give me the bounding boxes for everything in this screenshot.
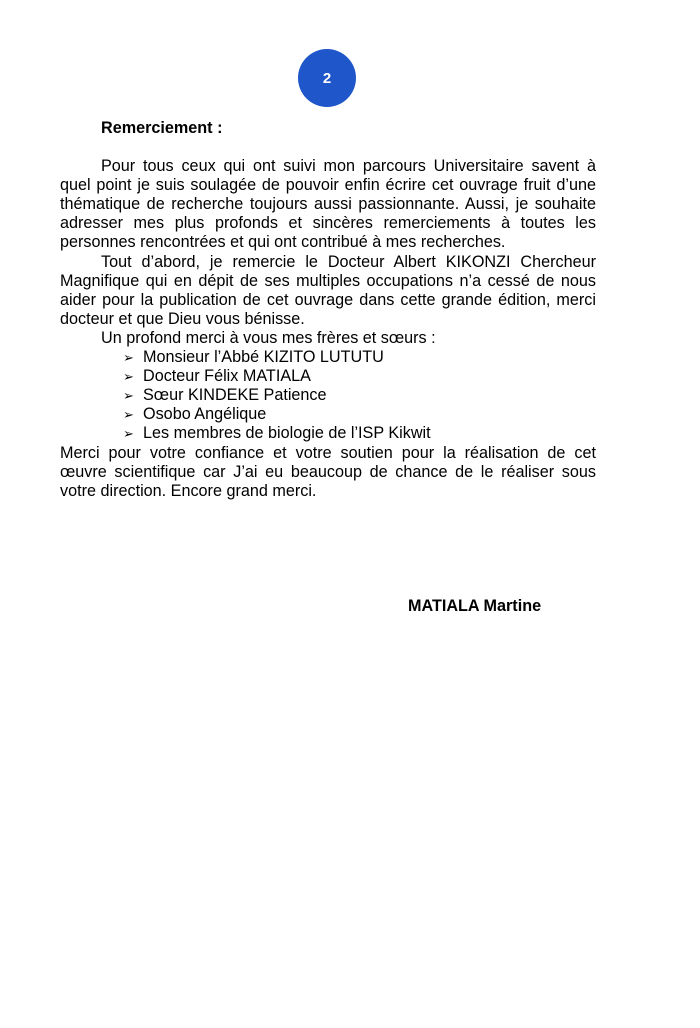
paragraph-closing: Merci pour votre confiance et votre soutien pour la réalisation de cet œuvre scientifique car J’ai eu beaucoup de chance de le réaliser sous votre direction. Encore grand merci. bbox=[60, 443, 596, 500]
paragraph-thanks-doctor: Tout d’abord, je remercie le Docteur Albert KIKONZI Chercheur Magnifique qui en dépit de ses multiples occupations n’a cessé de nous aider pour la publication de cet ouvrage dans cette grande édition, merci docteur et que Dieu vous bénisse. bbox=[60, 252, 596, 328]
section-heading: Remerciement : bbox=[101, 119, 223, 137]
arrow-bullet-icon: ➢ bbox=[123, 407, 134, 423]
thanks-list bbox=[60, 348, 596, 443]
list-item bbox=[123, 424, 596, 443]
list-item bbox=[123, 367, 596, 386]
list-item-text: Sœur KINDEKE Patience bbox=[143, 386, 327, 405]
list-item bbox=[123, 405, 596, 424]
arrow-bullet-icon: ➢ bbox=[123, 388, 134, 404]
paragraph-thanks-siblings: Un profond merci à vous mes frères et sœurs : bbox=[101, 328, 436, 347]
list-item-text: Monsieur l’Abbé KIZITO LUTUTU bbox=[143, 348, 384, 367]
list-item-text: Les membres de biologie de l’ISP Kikwit bbox=[143, 424, 431, 443]
page-number: 2 bbox=[322, 69, 332, 87]
author-signature: MATIALA Martine bbox=[408, 597, 542, 615]
arrow-bullet-icon: ➢ bbox=[123, 426, 134, 442]
arrow-bullet-icon: ➢ bbox=[123, 369, 134, 385]
list-item bbox=[123, 386, 596, 405]
paragraph-intro: Pour tous ceux qui ont suivi mon parcours Universitaire savent à quel point je suis soulagée de pouvoir enfin écrire cet ouvrage fruit d’une thématique de recherche toujours aussi passionnante. Aussi, je souhaite adresser mes plus profonds et sincères remerciements à toutes les personnes rencontrées et qui ont contribué à mes recherches. bbox=[60, 157, 596, 252]
list-item-text: Docteur Félix MATIALA bbox=[143, 367, 311, 386]
arrow-bullet-icon: ➢ bbox=[123, 350, 134, 366]
page-number-badge bbox=[298, 49, 356, 107]
document-body bbox=[60, 119, 596, 501]
list-item-text: Osobo Angélique bbox=[143, 405, 267, 424]
list-item bbox=[123, 348, 596, 367]
